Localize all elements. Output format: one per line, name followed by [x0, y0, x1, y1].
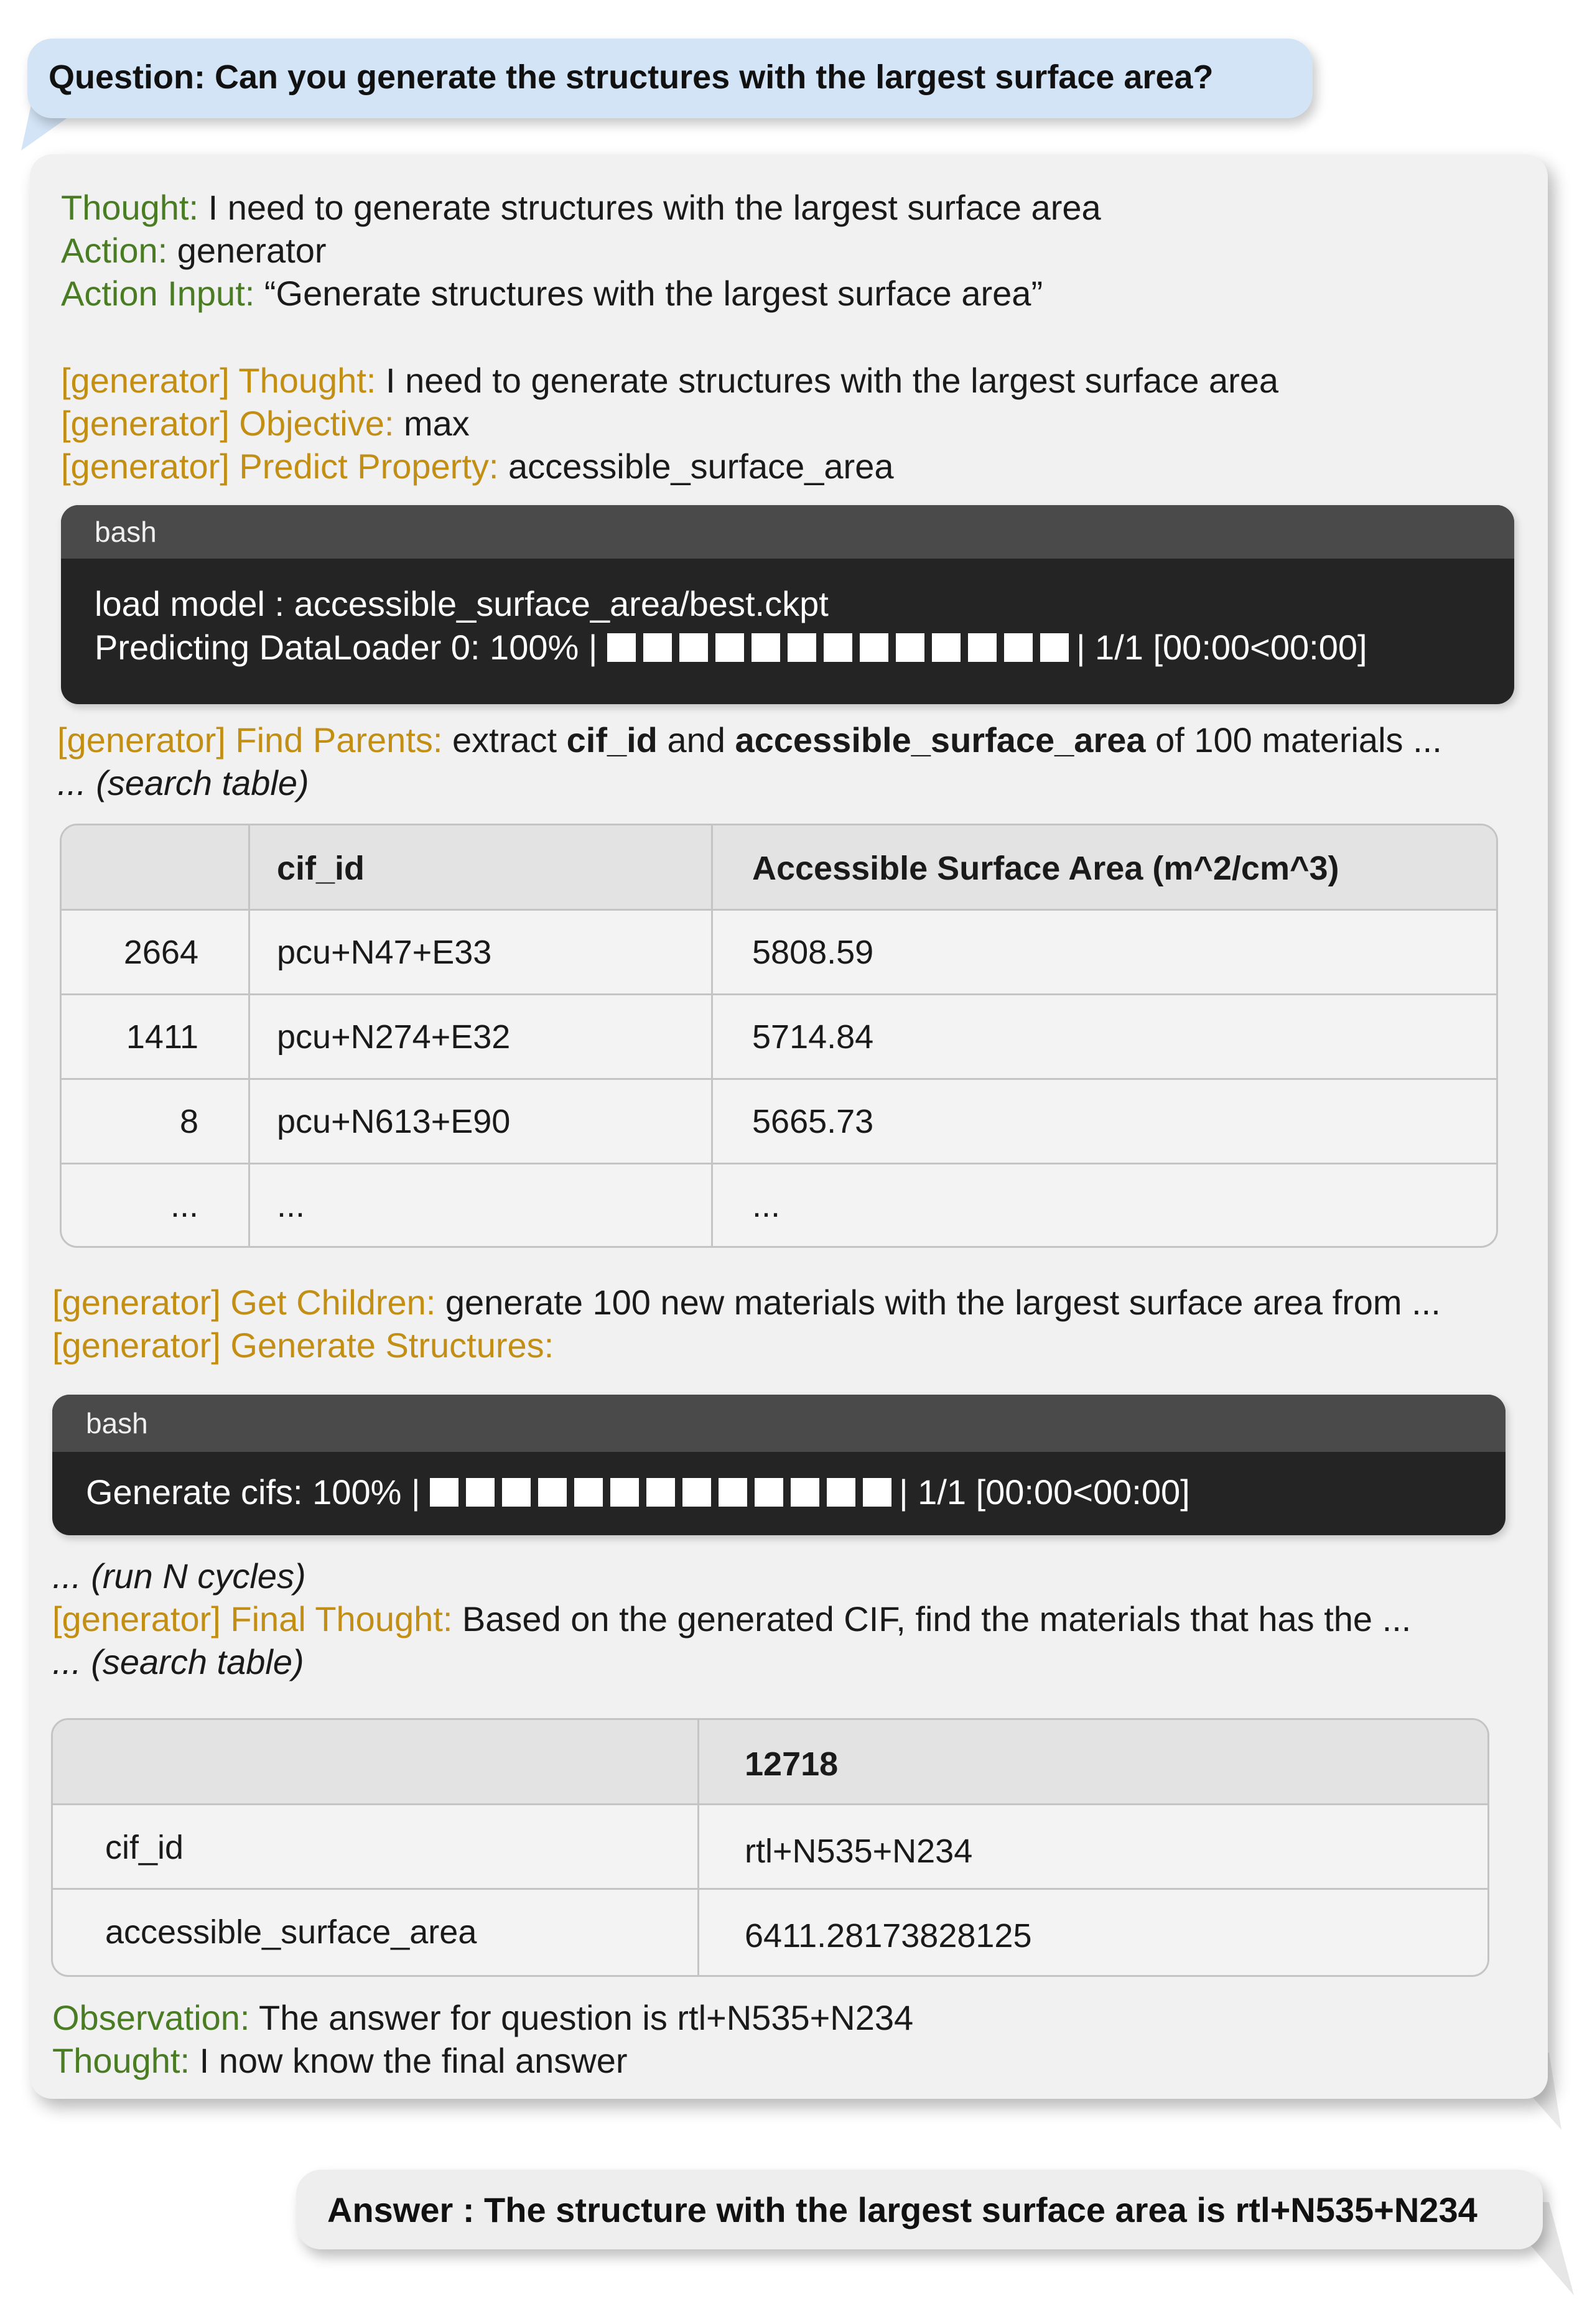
result-value-cif-id: rtl+N535+N234 — [745, 1833, 973, 1870]
row-surface-area: 5808.59 — [752, 934, 874, 971]
agent-action-input-line: Action Input: “Generate structures with the largest surface area” — [61, 274, 1043, 313]
run-cycles-note: ... (run N cycles) — [52, 1556, 306, 1596]
row-index: 2664 — [123, 934, 198, 971]
header-cif-id: cif_id — [277, 850, 365, 887]
generator-final-thought-line: [generator] Final Thought: Based on the generated CIF, find the materials that has the ... — [52, 1599, 1412, 1638]
result-table — [51, 1718, 1489, 1977]
question-text: Question: Can you generate the structures with the largest surface area? — [49, 58, 1214, 96]
generator-predict-line: [generator] Predict Property: accessible_surface_area — [61, 447, 894, 486]
terminal-load-model-line: load model : accessible_surface_area/best.ckpt — [95, 584, 829, 623]
result-value-surface-area: 6411.28173828125 — [745, 1917, 1032, 1954]
agent-thought-line: Thought: I need to generate structures with the largest surface area — [61, 188, 1101, 227]
search-table-note-1: ... (search table) — [57, 763, 309, 802]
final-thought-line: Thought: I now know the final answer — [52, 2041, 628, 2080]
row-cif-id: pcu+N47+E33 — [277, 934, 492, 971]
progress-bar — [607, 630, 1076, 670]
row-index: 1411 — [126, 1018, 198, 1056]
search-table-note-2: ... (search table) — [52, 1642, 304, 1681]
row-cif-id: ... — [277, 1187, 305, 1224]
row-index: 8 — [179, 1103, 198, 1140]
result-label-surface-area: accessible_surface_area — [105, 1913, 477, 1951]
generator-find-parents-line: [generator] Find Parents: extract cif_id and accessible_surface_area of 100 materials ... — [57, 720, 1442, 760]
parents-table — [60, 824, 1498, 1248]
result-header-id: 12718 — [745, 1745, 839, 1783]
row-index: ... — [170, 1187, 198, 1224]
result-label-cif-id: cif_id — [105, 1829, 184, 1866]
row-surface-area: ... — [752, 1187, 781, 1224]
row-cif-id: pcu+N274+E32 — [277, 1018, 511, 1056]
generator-get-children-line: [generator] Get Children: generate 100 new materials with the largest surface area from ... — [52, 1283, 1441, 1322]
agent-action-line: Action: generator — [61, 231, 327, 270]
row-cif-id: pcu+N613+E90 — [277, 1103, 511, 1140]
answer-text: Answer : The structure with the largest surface area is rtl+N535+N234 — [327, 2190, 1478, 2229]
terminal-progress-line: Predicting DataLoader 0: 100% | | 1/1 [00:00<00:00] — [95, 627, 1367, 670]
terminal-generate-line: Generate cifs: 100% | | 1/1 [00:00<00:00] — [86, 1472, 1190, 1515]
progress-bar — [430, 1474, 899, 1515]
bash-terminal-predict — [61, 505, 1514, 704]
terminal-title: bash — [52, 1395, 1506, 1452]
bash-terminal-generate — [52, 1395, 1506, 1535]
generator-objective-line: [generator] Objective: max — [61, 404, 470, 443]
generator-generate-structures-line: [generator] Generate Structures: — [52, 1326, 554, 1365]
header-surface-area: Accessible Surface Area (m^2/cm^3) — [752, 850, 1339, 887]
row-surface-area: 5714.84 — [752, 1018, 874, 1056]
generator-thought-line: [generator] Thought: I need to generate structures with the largest surface area — [61, 361, 1279, 400]
observation-line: Observation: The answer for question is rtl+N535+N234 — [52, 1998, 914, 2037]
row-surface-area: 5665.73 — [752, 1103, 874, 1140]
terminal-title: bash — [61, 505, 1514, 559]
